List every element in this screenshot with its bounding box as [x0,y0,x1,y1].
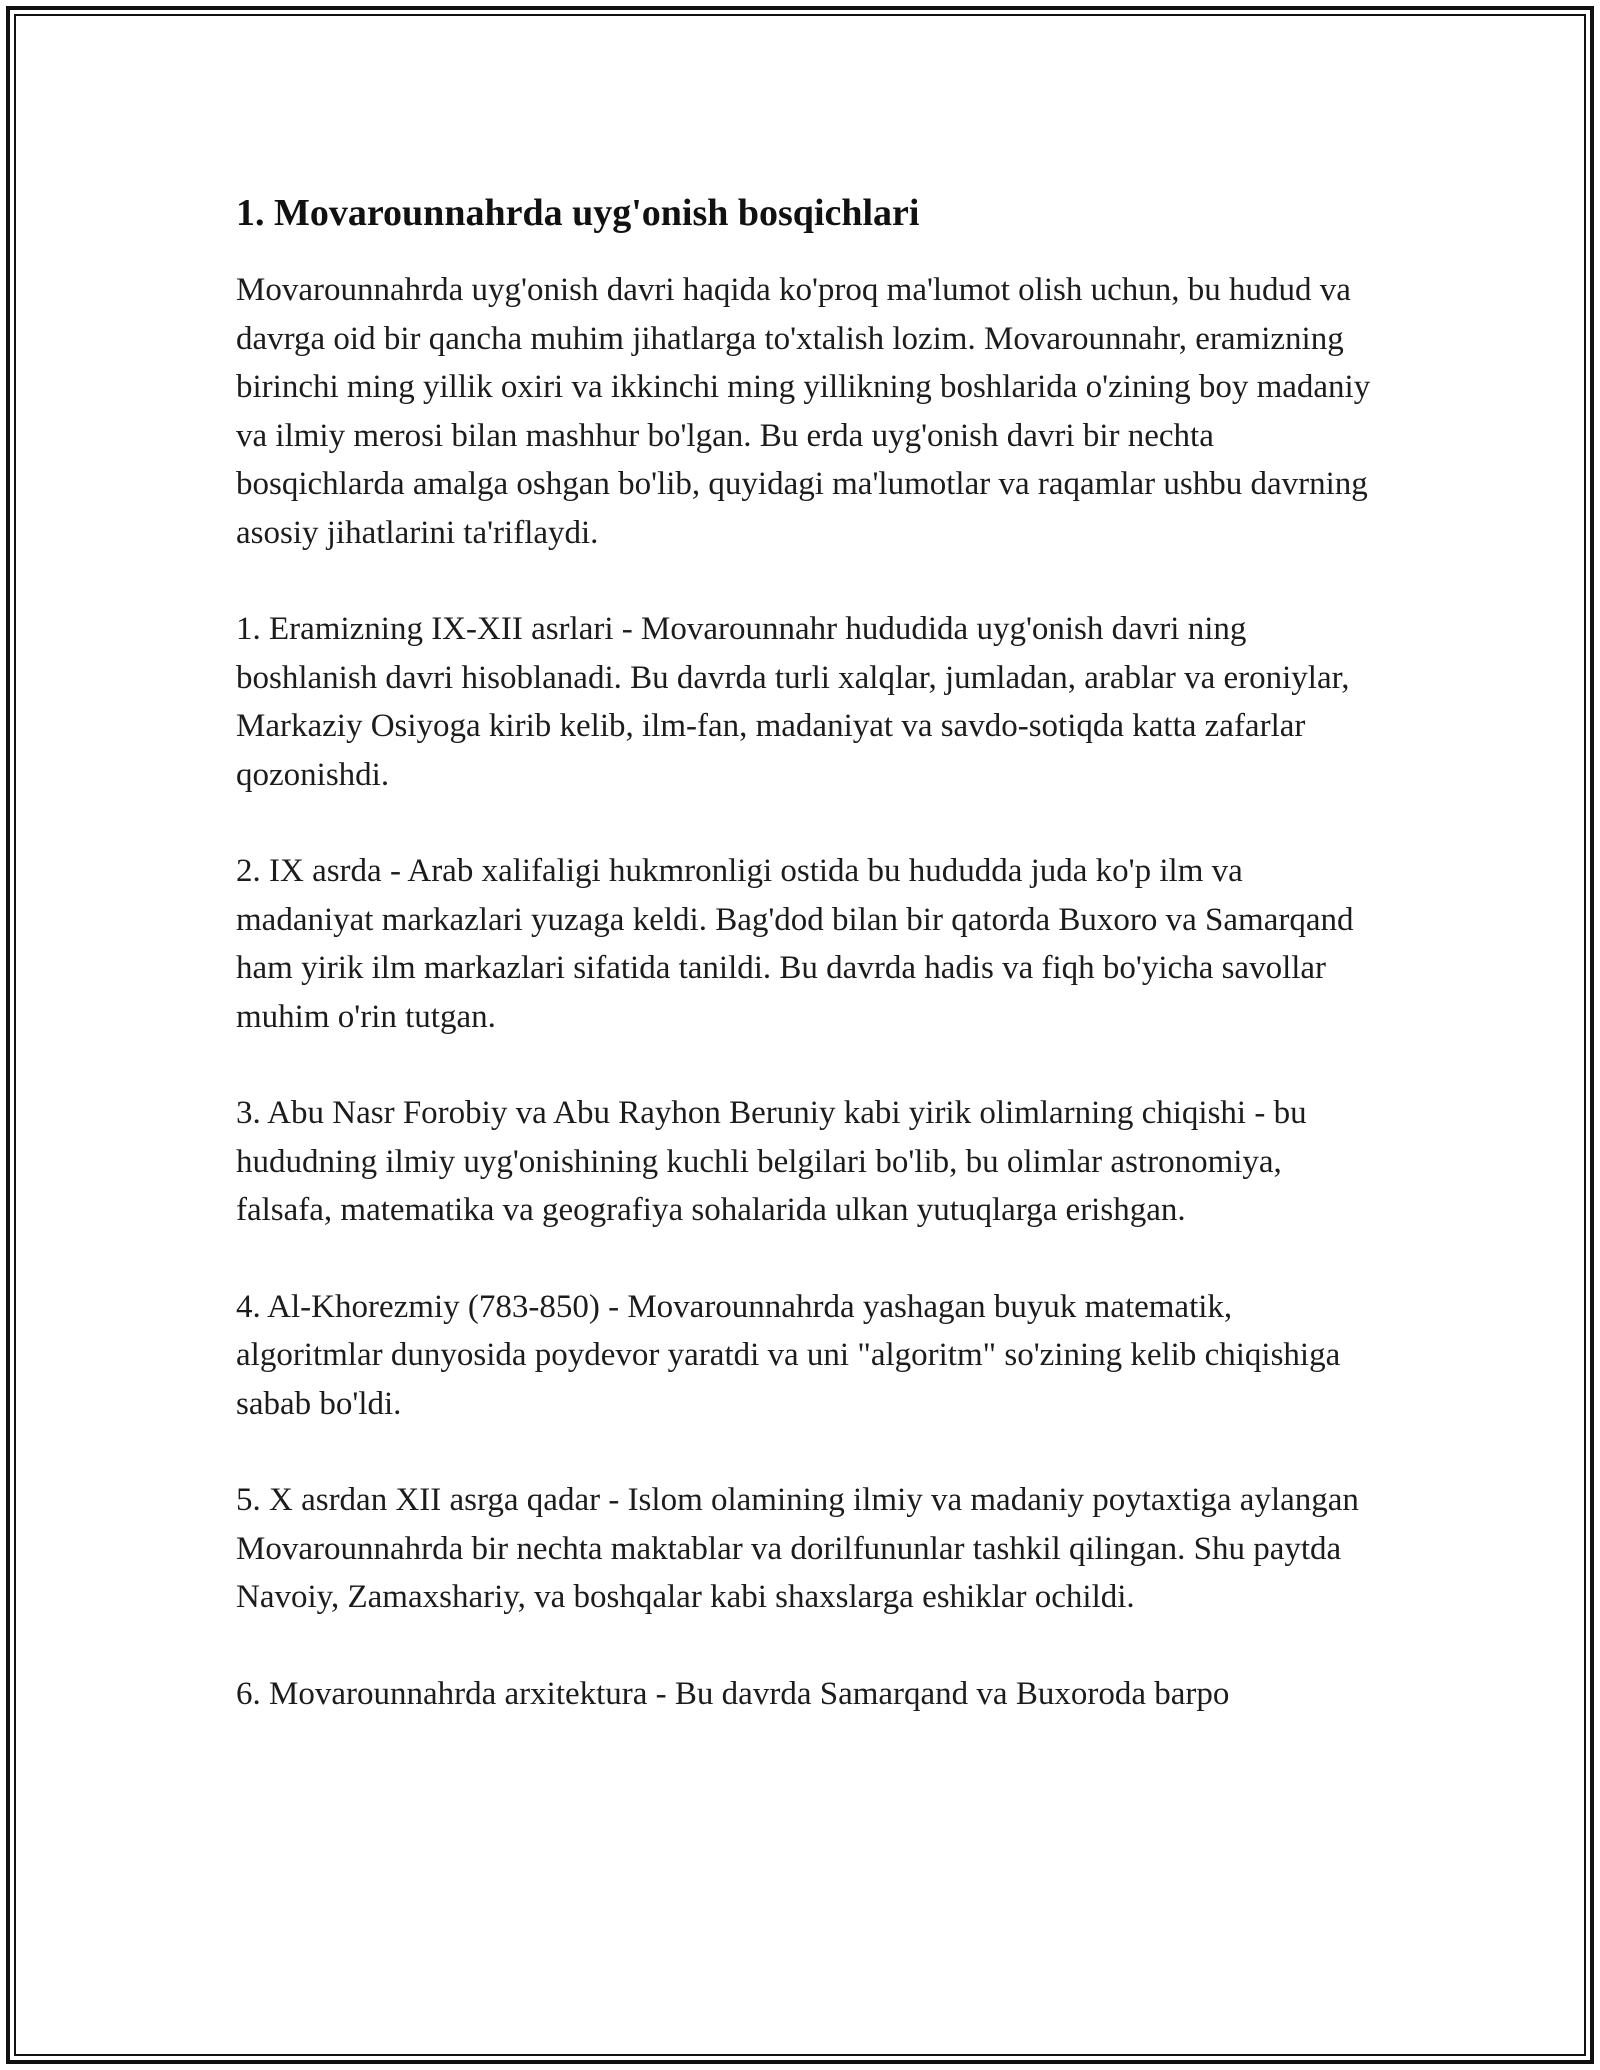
list-item-2: 2. IX asrda - Arab xalifaligi hukmronligi ostida bu hududda juda ko'p ilm va madaniyat markazlari yuzaga keldi. Bag'dod bilan bir qatorda Buxoro va Samarqand ham yirik ilm markazlari sifatida tanildi. Bu davrda hadis va fiqh bo'yicha savollar muhim o'rin tutgan. [236,853,1354,1035]
document-body [236,186,1376,1766]
section-heading: 1. Movarounnahrda uyg'onish bosqichlari [236,192,920,234]
list-item-3: 3. Abu Nasr Forobiy va Abu Rayhon Beruniy kabi yirik olimlarning chiqishi - bu hududning ilmiy uyg'onishining kuchli belgilari bo'lib, bu olimlar astronomiya, falsafa, matematika va geografiya sohalarida ulkan yutuqlarga erishgan. [236,1095,1307,1228]
intro-paragraph: Movarounnahrda uyg'onish davri haqida ko'proq ma'lumot olish uchun, bu hudud va davrga oid bir qancha muhim jihatlarga to'xtalish lozim. Movarounnahr, eramizning birinchi ming yillik oxiri va ikkinchi ming yillikning boshlarida o'zining boy madaniy va ilmiy merosi bilan mashhur bo'lgan. Bu erda uyg'onish davri bir nechta bosqichlarda amalga oshgan bo'lib, quyidagi ma'lumotlar va raqamlar ushbu davrning asosiy jihatlarini ta'riflaydi. [236,272,1371,551]
list-item-1: 1. Eramizning IX-XII asrlari - Movarounnahr hududida uyg'onish davri ning boshlanish davri hisoblanadi. Bu davrda turli xalqlar, jumladan, arablar va eroniylar, Markaziy Osiyoga kirib kelib, ilm-fan, madaniyat va savdo-sotiqda katta zafarlar qozonishdi. [236,611,1350,793]
list-item-5: 5. X asrdan XII asrga qadar - Islom olamining ilmiy va madaniy poytaxtiga aylangan Movarounnahrda bir nechta maktablar va dorilfununlar tashkil qilingan. Shu paytda Navoiy, Zamaxshariy, va boshqalar kabi shaxslarga eshiklar ochildi. [236,1482,1359,1615]
list-item-6: 6. Movarounnahrda arxitektura - Bu davrda Samarqand va Buxoroda barpo [236,1675,1230,1712]
list-item-4: 4. Al-Khorezmiy (783-850) - Movarounnahrda yashagan buyuk matematik, algoritmlar dunyosida poydevor yaratdi va uni "algoritm" so'zining kelib chiqishiga sabab bo'ldi. [236,1288,1341,1422]
